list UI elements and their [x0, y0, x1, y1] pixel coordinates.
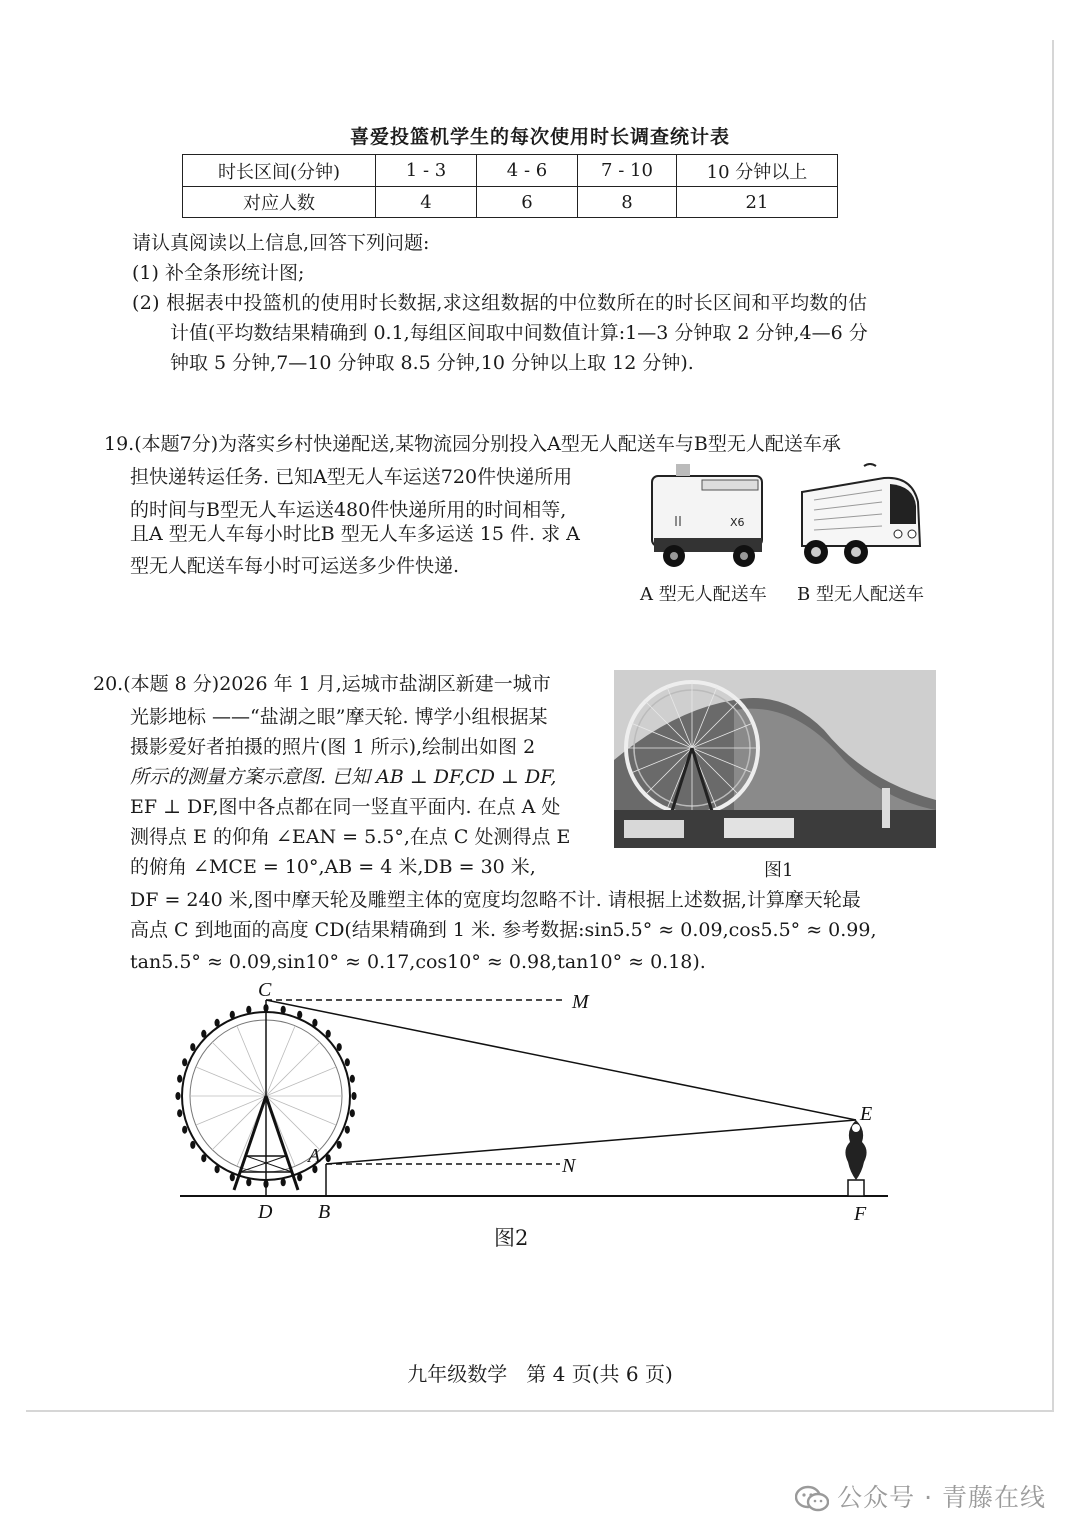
q18-part2-line2: 计值(平均数结果精确到 0.1,每组区间取中间数值计算:1—3 分钟取 2 分钟,4—6 分 [170, 322, 868, 344]
q20-line4: 所示的测量方案示意图. 已知 AB ⊥ DF,CD ⊥ DF, [130, 766, 557, 788]
sightline-ce [266, 1000, 856, 1120]
label-d: D [258, 1201, 273, 1223]
table-cell: 1 - 3 [376, 155, 477, 187]
wheel-cabin [182, 1058, 187, 1066]
table-title: 喜爱投篮机学生的每次使用时长调查统计表 [349, 126, 730, 148]
table-cell: 6 [477, 187, 578, 218]
q18-intro: 请认真阅读以上信息,回答下列问题: [132, 232, 430, 254]
q20-line8: DF = 240 米,图中摩天轮及雕塑主体的宽度均忽略不计. 请根据上述数据,计算摩天轮最 [130, 889, 861, 911]
truck-a-mark: X6 [730, 516, 745, 529]
q20-line3: 摄影爱好者拍摄的照片(图 1 所示),绘制出如图 2 [130, 736, 536, 758]
q20-line2: 光影地标 ——“盐湖之眼”摩天轮. 博学小组根据某 [130, 706, 548, 728]
label-m: M [572, 991, 589, 1013]
truck-a-image [646, 464, 772, 570]
fig2-caption: 图2 [494, 1226, 529, 1250]
wheel-cabin [337, 1141, 342, 1149]
truck-a-caption: A 型无人配送车 [640, 584, 767, 605]
q20-line5: EF ⊥ DF,图中各点都在同一竖直平面内. 在点 A 处 [130, 796, 561, 818]
q20-line9: 高点 C 到地面的高度 CD(结果精确到 1 米. 参考数据:sin5.5° ≈ 0.09,cos5.5° ≈ 0.99, [130, 919, 877, 941]
table-cell: 8 [578, 187, 677, 218]
wheel-cabin [345, 1058, 350, 1066]
wheel-cabin [230, 1173, 235, 1181]
wheel-cabin [215, 1019, 220, 1027]
wheel-cabin [281, 1006, 286, 1014]
row-header: 对应人数 [183, 187, 376, 218]
wheel-cabin [326, 1154, 331, 1162]
q19-line2: 担快递转运任务. 已知A型无人车运送720件快递所用 [130, 466, 573, 488]
label-c: C [258, 980, 272, 1001]
wheel-cabin [215, 1165, 220, 1173]
wheel-cabin [337, 1043, 342, 1051]
q19-line3: 的时间与B型无人车运送480件快递所用的时间相等, [130, 499, 567, 521]
table-row [183, 155, 838, 187]
table-cell: 4 [376, 187, 477, 218]
wechat-icon [795, 1485, 829, 1513]
label-b: B [318, 1201, 331, 1223]
page-footer: 九年级数学 第 4 页(共 6 页) [407, 1362, 673, 1386]
wheel-cabin [175, 1092, 180, 1100]
support-leg-right [266, 1096, 298, 1190]
q19-line4: 且A 型无人车每小时比B 型无人车多运送 15 件. 求 A [130, 523, 580, 545]
q20-line7: 的俯角 ∠MCE = 10°,AB = 4 米,DB = 30 米, [130, 856, 536, 878]
wheel-cabin [177, 1075, 182, 1083]
row-header: 时长区间(分钟) [183, 155, 376, 187]
label-n: N [562, 1155, 576, 1177]
q20-line1: 20.(本题 8 分)2026 年 1 月,运城市盐湖区新建一城市 [93, 673, 551, 695]
wheel-cabin [230, 1011, 235, 1019]
figure-2-diagram [170, 980, 900, 1230]
wheel-cabin [201, 1030, 206, 1038]
q18-part2-line1: (2) 根据表中投篮机的使用时长数据,求这组数据的中位数所在的时长区间和平均数的估 [132, 292, 868, 314]
ferris-wheel-photo [614, 670, 936, 848]
wheel-cabin [182, 1126, 187, 1134]
wheel-cabin [350, 1075, 355, 1083]
wheel-cabin [246, 1006, 251, 1014]
q19-line1: 19.(本题7分)为落实乡村快递配送,某物流园分别投入A型无人配送车与B型无人配送车承 [104, 433, 841, 455]
wheel-cabin [201, 1154, 206, 1162]
wheel-cabin [177, 1109, 182, 1117]
table-cell: 10 分钟以上 [677, 155, 838, 187]
truck-b-caption: B 型无人配送车 [797, 584, 924, 605]
q18-part1: (1) 补全条形统计图; [132, 262, 305, 284]
wheel-cabin [345, 1126, 350, 1134]
wheel-cabin [190, 1043, 195, 1051]
q20-line6: 测得点 E 的仰角 ∠EAN = 5.5°,在点 C 处测得点 E [130, 826, 571, 848]
table-row [183, 187, 838, 218]
table-cell: 7 - 10 [578, 155, 677, 187]
watermark-text: 公众号 · 青藤在线 [837, 1483, 1046, 1512]
wheel-cabin [246, 1178, 251, 1186]
wheel-cabin [312, 1019, 317, 1027]
wheel-cabin [190, 1141, 195, 1149]
table-cell: 21 [677, 187, 838, 218]
q19-line5: 型无人配送车每小时可运送多少件快递. [130, 555, 460, 577]
q18-part2-line3: 钟取 5 分钟,7—10 分钟取 8.5 分钟,10 分钟以上取 12 分钟). [170, 352, 694, 374]
truck-b-image [794, 462, 926, 570]
wheel-cabin [326, 1030, 331, 1038]
label-a: A [308, 1145, 321, 1167]
sculpture [845, 1120, 866, 1196]
label-e: E [860, 1103, 873, 1125]
support-leg-left [234, 1096, 266, 1190]
wheel-cabin [297, 1173, 302, 1181]
table-cell: 4 - 6 [477, 155, 578, 187]
label-f: F [854, 1203, 867, 1225]
fig1-caption: 图1 [764, 860, 794, 881]
sightline-ae [326, 1120, 856, 1164]
wheel-cabin [350, 1109, 355, 1117]
wheel-cabin [281, 1178, 286, 1186]
q20-line10: tan5.5° ≈ 0.09,sin10° ≈ 0.17,cos10° ≈ 0.98,tan10° ≈ 0.18). [130, 951, 706, 973]
wheel-cabin [297, 1011, 302, 1019]
wheel-cabin [351, 1092, 356, 1100]
watermark [795, 1478, 1046, 1514]
stats-table [182, 154, 838, 218]
